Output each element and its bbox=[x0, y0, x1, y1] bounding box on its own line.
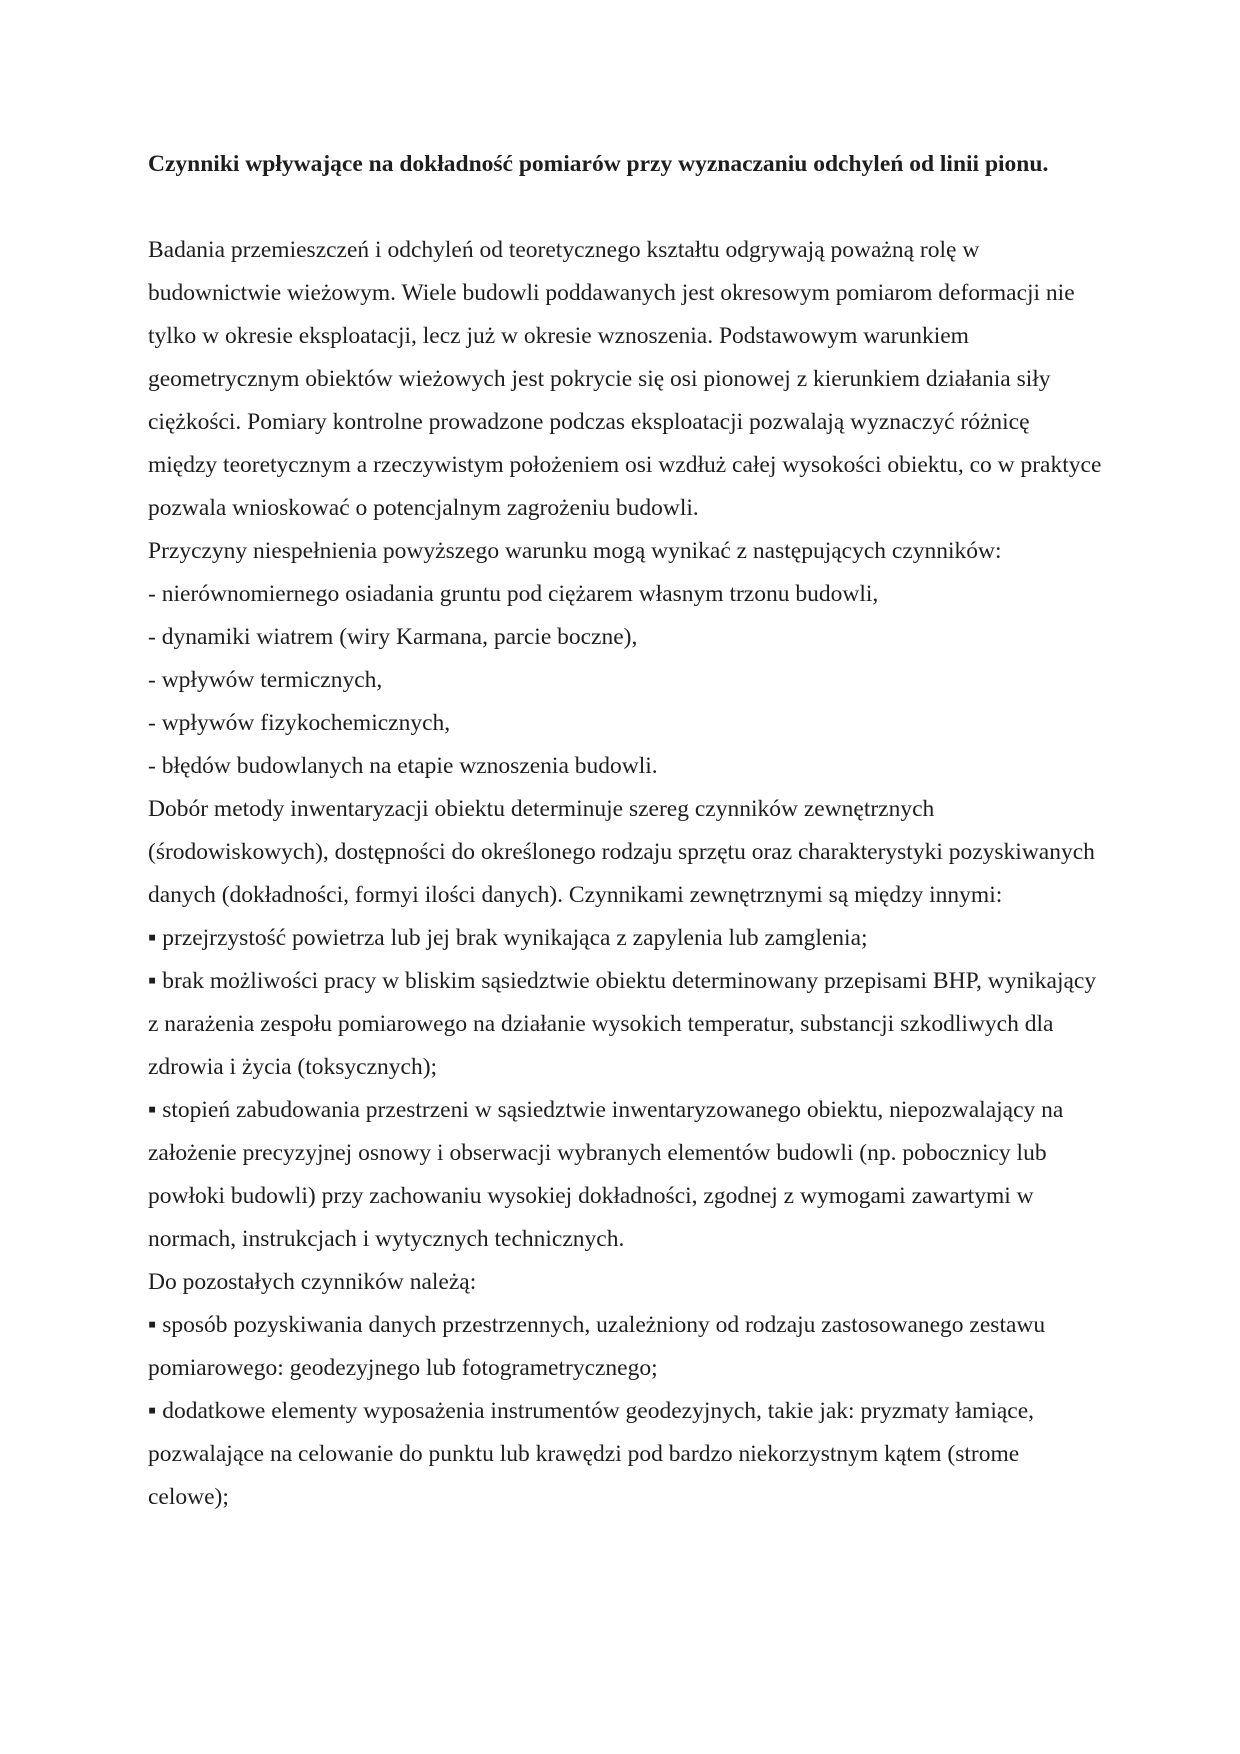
list-item: - wpływów termicznych, bbox=[148, 667, 383, 693]
list-item: - nierównomiernego osiadania gruntu pod ciężarem własnym trzonu budowli, bbox=[148, 581, 879, 607]
other-factors-intro: Do pozostałych czynników należą: bbox=[148, 1269, 477, 1295]
list-item: ▪ brak możliwości pracy w bliskim sąsiedztwie obiektu determinowany przepisami BHP, wynikający z narażenia zespołu pomiarowego na działanie wysokich temperatur, substancji szkodliwych dla zdrowia i życia (toksycznych); bbox=[148, 968, 1097, 1080]
causes-list bbox=[148, 573, 1103, 788]
method-paragraph: Dobór metody inwentaryzacji obiektu determinuje szereg czynników zewnętrznych (środowiskowych), dostępności do określonego rodzaju sprzętu oraz charakterystyki pozyskiwanych danych (dokładności, formyi ilości danych). Czynnikami zewnętrznymi są między innymi: bbox=[148, 796, 1095, 908]
list-item: ▪ dodatkowe elementy wyposażenia instrumentów geodezyjnych, takie jak: pryzmaty łamiące, pozwalające na celowanie do punktu lub krawędzi pod bardzo niekorzystnym kątem (strome celowe); bbox=[148, 1398, 1035, 1510]
blank-line bbox=[148, 186, 1103, 229]
document-title: Czynniki wpływające na dokładność pomiarów przy wyznaczaniu odchyleń od linii pionu. bbox=[148, 151, 1049, 177]
list-item: - wpływów fizykochemicznych, bbox=[148, 710, 451, 736]
document-body bbox=[148, 143, 1103, 1519]
intro-paragraph: Badania przemieszczeń i odchyleń od teoretycznego kształtu odgrywają poważną rolę w budownictwie wieżowym. Wiele budowli poddawanych jest okresowym pomiarom deformacji nie tylko w okresie eksploatacji, lecz już w okresie wznoszenia. Podstawowym warunkiem geometrycznym obiektów wieżowych jest pokrycie się osi pionowej z kierunkiem działania siły ciężkości. Pomiary kontrolne prowadzone podczas eksploatacji pozwalają wyznaczyć różnicę między teoretycznym a rzeczywistym położeniem osi wzdłuż całej wysokości obiektu, co w praktyce pozwala wnioskować o potencjalnym zagrożeniu budowli. bbox=[148, 237, 1102, 521]
list-item: - błędów budowlanych na etapie wznoszenia budowli. bbox=[148, 753, 658, 779]
list-item: - dynamiki wiatrem (wiry Karmana, parcie boczne), bbox=[148, 624, 638, 650]
external-factors-list bbox=[148, 917, 1103, 1261]
list-item: ▪ stopień zabudowania przestrzeni w sąsiedztwie inwentaryzowanego obiektu, niepozwalający na założenie precyzyjnej osnowy i obserwacji wybranych elementów budowli (np. pobocznicy lub powłoki budowli) przy zachowaniu wysokiej dokładności, zgodnej z wymogami zawartymi w normach, instrukcjach i wytycznych technicznych. bbox=[148, 1097, 1064, 1252]
list-item: ▪ sposób pozyskiwania danych przestrzennych, uzależniony od rodzaju zastosowanego zestawu pomiarowego: geodezyjnego lub fotogrametrycznego; bbox=[148, 1312, 1046, 1381]
list-item: ▪ przejrzystość powietrza lub jej brak wynikająca z zapylenia lub zamglenia; bbox=[148, 925, 868, 951]
other-factors-list bbox=[148, 1304, 1103, 1519]
causes-intro: Przyczyny niespełnienia powyższego warunku mogą wynikać z następujących czynników: bbox=[148, 538, 1002, 564]
